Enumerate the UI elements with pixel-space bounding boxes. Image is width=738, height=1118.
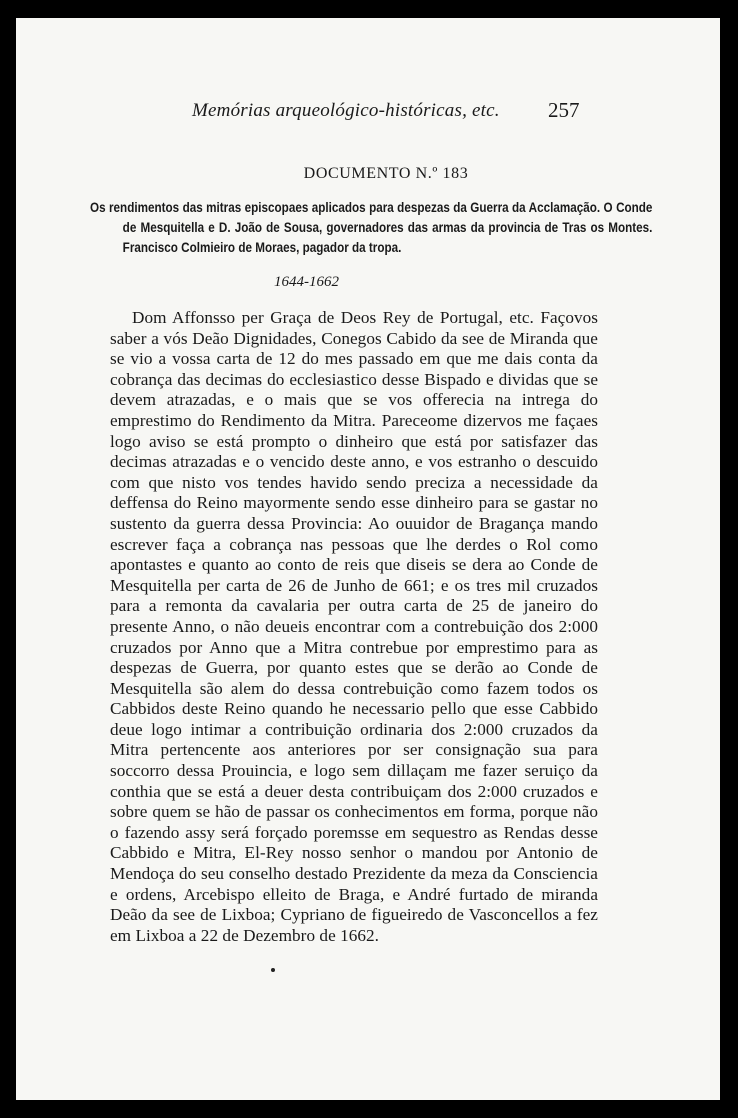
document-summary: Os rendimentos das mitras episcopaes aplicados para despezas da Guerra da Acclamação. O Conde de Mesquitella e D. João de Sousa, governadores das armas da provincia de Tras os Montes. Francisco Colmieiro de Moraes, pagador da tropa. (90, 200, 653, 255)
running-head (16, 98, 720, 128)
running-title: Memórias arqueológico-históricas, etc. (192, 100, 500, 121)
document-body: Dom Affonsso per Graça de Deos Rey de Portugal, etc. Façovos saber a vós Deão Dignidades, Conegos Cabido da see de Miranda que se vio a vossa carta de 12 do mes passado em que me dais conta da cobrança das decimas do ecclesiastico desse Bispado e dividas que se devem atrazadas, e o mais que se vos offerecia na intrega do emprestimo do Rendimento da Mitra. Pareceome dizervos me façaes logo aviso se está prompto o dinheiro que está por satisfazer das decimas atrazadas e o vencido deste anno, e vos estranho o descuido com que nisto vos tendes havido sendo preciza a necessidade da deffensa do Reino mayormente sendo esse dinheiro para se gastar no sustento da guerra dessa Provincia: Ao ouuidor de Bragança mando escrever faça a cobrança nas pessoas que lhe derdes o Rol como apontastes e quanto ao conto de reis que diseis se dera ao Conde de Mesquitella per carta de 26 de Junho de 661; e os tres mil cruzados para a remonta da cavalaria per outra carta de 25 de janeiro do presente Anno, o não deueis encontrar com a contrebuição dos 2:000 cruzados por Anno que a Mitra contrebue por emprestimo para as despezas de Guerra, por quanto estes que se derão ao Conde de Mesquitella são alem do dessa contrebuição como fazem todos os Cabbidos deste Reino quando he necessario pello que esse Cabbido deue logo intimar a contribuição ordinaria dos 2:000 cruzados da Mitra pertencente aos anteriores por ser consignação sua para soccorro dessa Prouincia, e logo sem dillaçam me fazer seruiço da conthia que se está a deuer desta contribuiçam dos 2:000 cruzados e sobre quem se hão de passar os conhecimentos em forma, porque não o fazendo assy será forçado poremsse em sequestro as Rendas desse Cabbido e Mitra, El-Rey nosso senhor o mandou por Antonio de Mendoça do seu conselho destado Prezidente da meza da Consciencia e ordens, Arcebispo elleito de Braga, e André furtado de miranda Deão da see de Lixboa; Cypriano de figueiredo de Vasconcellos a fez em Lixboa a 22 de Dezembro de 1662. (110, 308, 598, 945)
footer-mark (271, 968, 275, 972)
document-dates: 1644-1662 (274, 274, 339, 290)
document-number: DOCUMENTO N.º 183 (303, 165, 469, 182)
page-number: 257 (548, 98, 580, 122)
book-page (16, 18, 720, 1100)
